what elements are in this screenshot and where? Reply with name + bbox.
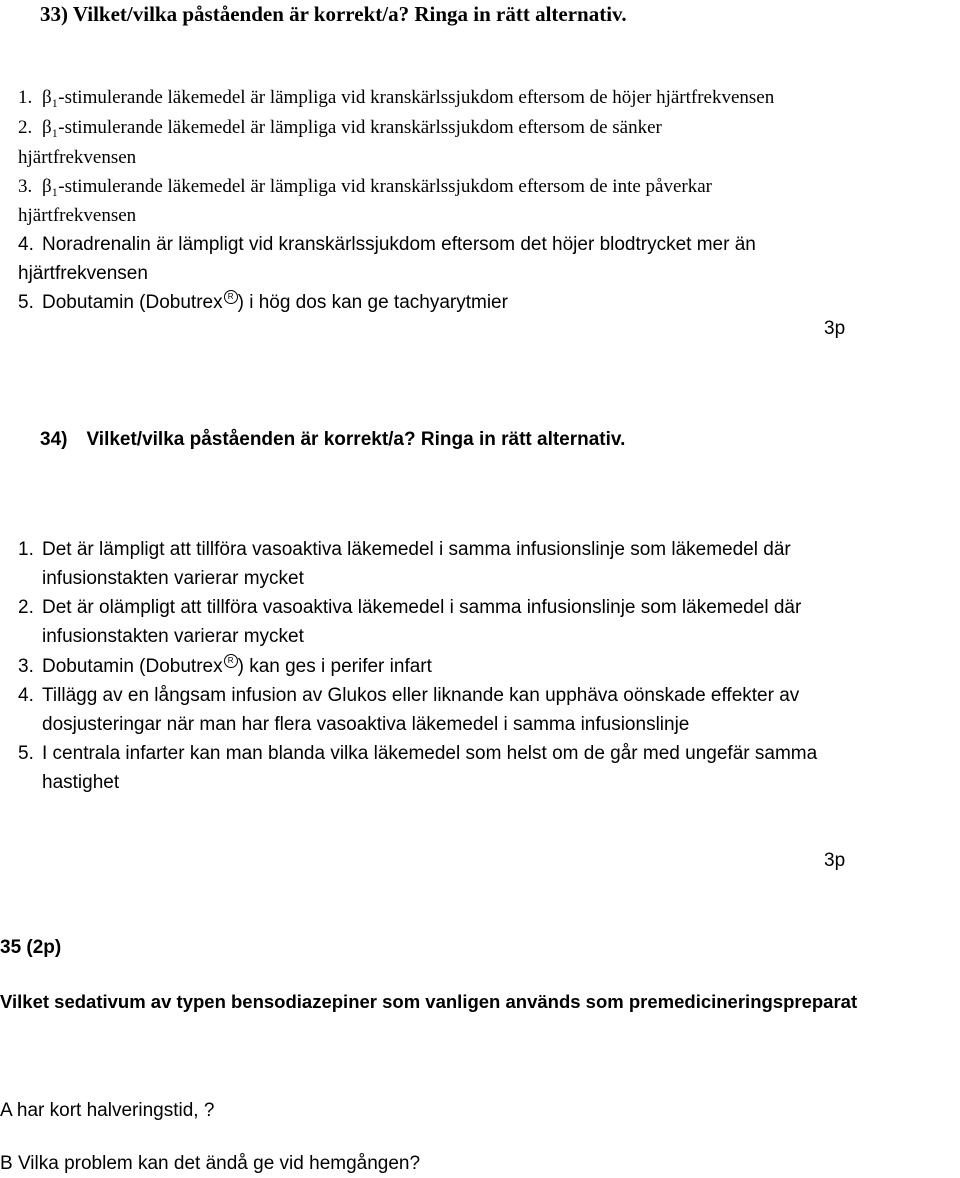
q34-title: 34) Vilket/vilka påståenden är korrekt/a? Ringa in rätt alternativ. — [40, 429, 626, 450]
q34-item-4-text-cont: dosjusteringar när man har flera vasoaktiva läkemedel i samma infusionslinje — [42, 714, 690, 735]
registered-mark-icon: R — [224, 654, 238, 668]
q34-item-3-text-a: Dobutamin (Dobutrex — [42, 656, 223, 677]
q33-item-5-text-b: ) i hög dos kan ge tachyarytmier — [237, 292, 508, 313]
q33-item-2-text-cont: hjärtfrekvensen — [18, 147, 137, 168]
q33-item-3-number: 3. — [18, 176, 33, 197]
q35-question: Vilket sedativum av typen bensodiazepiner som vanligen används som premedicineringspreparat — [0, 991, 858, 1012]
q33-item-2-number: 2. — [18, 117, 33, 138]
q35-title: 35 (2p) — [0, 937, 62, 958]
q34-points: 3p — [824, 850, 846, 871]
q34-item-2-number: 2. — [18, 597, 34, 618]
q33-item-5-text — [42, 288, 508, 317]
q33-item-4-text: Noradrenalin är lämpligt vid kranskärlssjukdom eftersom det höjer blodtrycket mer än — [42, 234, 756, 255]
q35-part-a: A har kort halveringstid, ? — [0, 1100, 215, 1121]
q33-item-1-number: 1. — [18, 87, 33, 108]
q34-item-1-number: 1. — [18, 539, 34, 560]
q34-item-5-text-cont: hastighet — [42, 772, 120, 793]
q34-item-5-text: I centrala infarter kan man blanda vilka läkemedel som helst om de går med ungefär samma — [42, 743, 818, 764]
q33-item-1-text: β₁-stimulerande läkemedel är lämpliga vid kranskärlssjukdom eftersom de höjer hjärtfrekvensen — [42, 87, 775, 108]
q34-item-2-text-cont: infusionstakten varierar mycket — [42, 626, 304, 647]
q34-item-3-number: 3. — [18, 656, 34, 677]
q33-points: 3p — [824, 318, 846, 339]
q33-item-5-text-a: Dobutamin (Dobutrex — [42, 292, 223, 313]
q33-item-4-text-cont: hjärtfrekvensen — [18, 263, 148, 284]
q34-item-4-number: 4. — [18, 685, 34, 706]
q34-item-1-text: Det är lämpligt att tillföra vasoaktiva läkemedel i samma infusionslinje som läkemedel där — [42, 539, 791, 560]
q34-item-3-text-b: ) kan ges i perifer infart — [237, 656, 432, 677]
q33-item-5-number: 5. — [18, 292, 34, 313]
q35-part-b: B Vilka problem kan det ändå ge vid hemgången? — [0, 1153, 421, 1174]
q34-item-4-text: Tillägg av en långsam infusion av Glukos eller liknande kan upphäva oönskade effekter av — [42, 685, 800, 706]
q34-item-3-text — [42, 652, 432, 681]
q33-item-3-text-cont: hjärtfrekvensen — [18, 205, 137, 226]
q34-item-1-text-cont: infusionstakten varierar mycket — [42, 568, 304, 589]
q33-title: 33) Vilket/vilka påståenden är korrekt/a? Ringa in rätt alternativ. — [40, 2, 627, 26]
q34-item-5-number: 5. — [18, 743, 34, 764]
registered-mark-icon: R — [224, 290, 238, 304]
q33-item-4-number: 4. — [18, 234, 34, 255]
q34-item-2-text: Det är olämpligt att tillföra vasoaktiva läkemedel i samma infusionslinje som läkemedel där — [42, 597, 802, 618]
q33-item-2-text: β₁-stimulerande läkemedel är lämpliga vid kranskärlssjukdom eftersom de sänker — [42, 117, 662, 138]
q33-item-3-text: β₁-stimulerande läkemedel är lämpliga vid kranskärlssjukdom eftersom de inte påverkar — [42, 176, 712, 197]
